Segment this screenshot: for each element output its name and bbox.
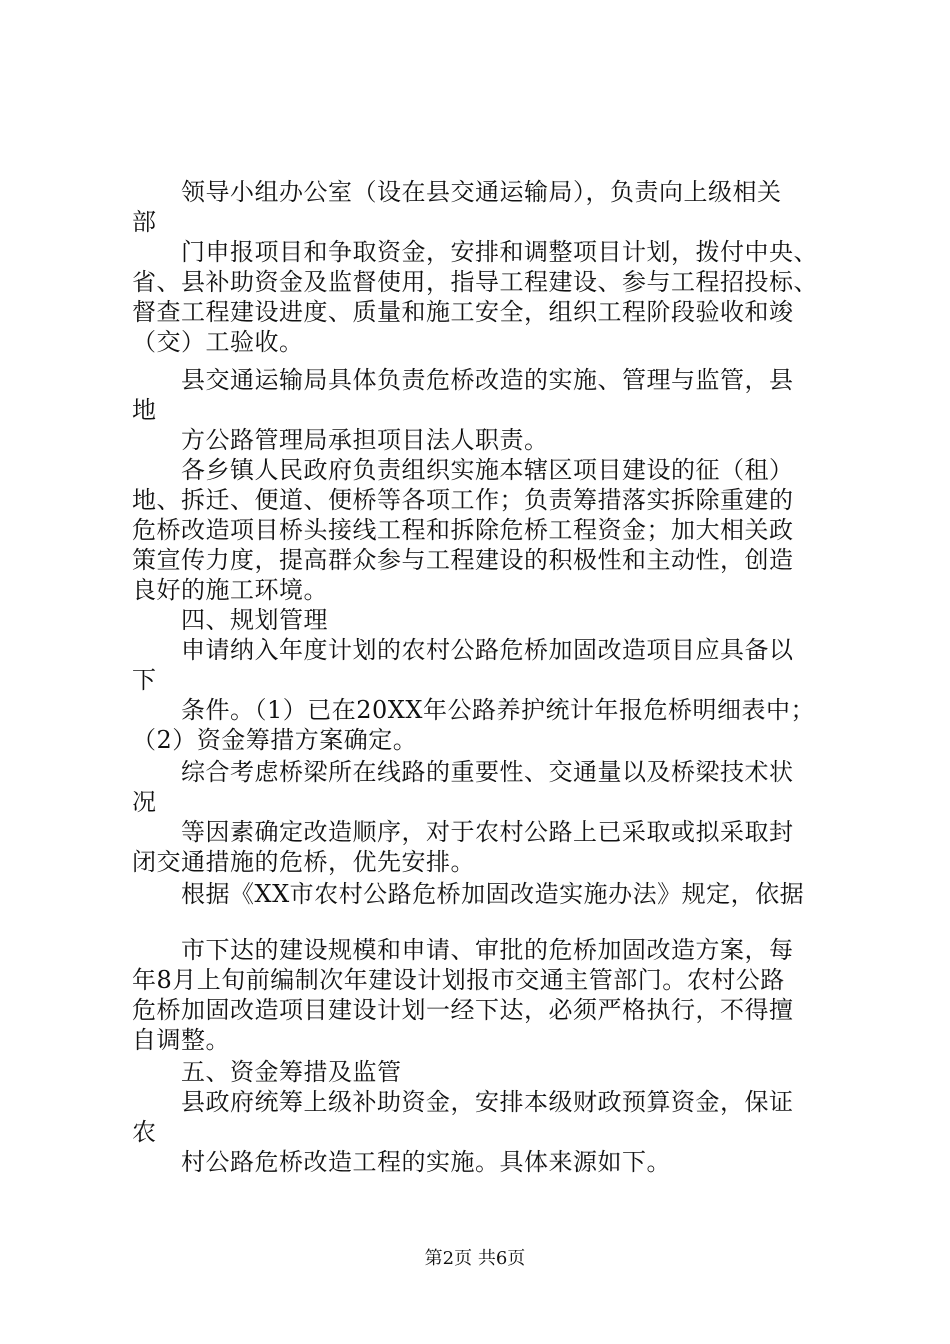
text-line: 良好的施工环境。 bbox=[132, 576, 328, 604]
text-line: 县政府统筹上级补助资金，安排本级财政预算资金，保证 bbox=[132, 1088, 794, 1116]
text-line: 地 bbox=[132, 396, 157, 424]
text-line: 方公路管理局承担项目法人职责。 bbox=[132, 426, 549, 454]
text-line: 申请纳入年度计划的农村公路危桥加固改造项目应具备以 bbox=[132, 636, 794, 664]
text-line: （2）资金筹措方案确定。 bbox=[132, 726, 418, 754]
text-line: 部 bbox=[132, 208, 157, 236]
text-line: 各乡镇人民政府负责组织实施本辖区项目建设的征（租） bbox=[132, 456, 794, 484]
text-line: 领导小组办公室（设在县交通运输局），负责向上级相关 bbox=[132, 178, 782, 206]
text-line: 综合考虑桥梁所在线路的重要性、交通量以及桥梁技术状 bbox=[132, 758, 794, 786]
text-line: 村公路危桥改造工程的实施。具体来源如下。 bbox=[132, 1148, 671, 1176]
text-line: 策宣传力度，提高群众参与工程建设的积极性和主动性，创造 bbox=[132, 546, 794, 574]
text-line: 况 bbox=[132, 788, 157, 816]
text-line: 市下达的建设规模和申请、审批的危桥加固改造方案，每 bbox=[132, 936, 794, 964]
text-line: 条件。（1）已在20XX年公路养护统计年报危桥明细表中； bbox=[132, 696, 815, 724]
text-line: 等因素确定改造顺序，对于农村公路上已采取或拟采取封 bbox=[132, 818, 794, 846]
text-line: （交）工验收。 bbox=[132, 328, 304, 356]
text-line: 年8月上旬前编制次年建设计划报市交通主管部门。农村公路 bbox=[132, 966, 785, 994]
text-line: 五、资金筹措及监管 bbox=[132, 1058, 402, 1086]
text-line: 地、拆迁、便道、便桥等各项工作；负责筹措落实拆除重建的 bbox=[132, 486, 794, 514]
text-line: 闭交通措施的危桥，优先安排。 bbox=[132, 848, 475, 876]
text-line: 督查工程建设进度、质量和施工安全，组织工程阶段验收和竣 bbox=[132, 298, 794, 326]
text-line: 省、县补助资金及监督使用，指导工程建设、参与工程招投标、 bbox=[132, 268, 818, 296]
text-line: 危桥改造项目桥头接线工程和拆除危桥工程资金；加大相关政 bbox=[132, 516, 794, 544]
text-line: 门申报项目和争取资金，安排和调整项目计划，拨付中央、 bbox=[132, 238, 818, 266]
text-line: 自调整。 bbox=[132, 1026, 230, 1054]
text-line: 危桥加固改造项目建设计划一经下达，必须严格执行，不得擅 bbox=[132, 996, 794, 1024]
text-line: 四、规划管理 bbox=[132, 606, 328, 634]
text-line: 根据《XX市农村公路危桥加固改造实施办法》规定，依据 bbox=[132, 880, 805, 908]
text-line: 农 bbox=[132, 1118, 157, 1146]
page-footer: 第2页 共6页 bbox=[424, 1248, 526, 1269]
text-line: 下 bbox=[132, 666, 157, 694]
text-line: 县交通运输局具体负责危桥改造的实施、管理与监管，县 bbox=[132, 366, 794, 394]
